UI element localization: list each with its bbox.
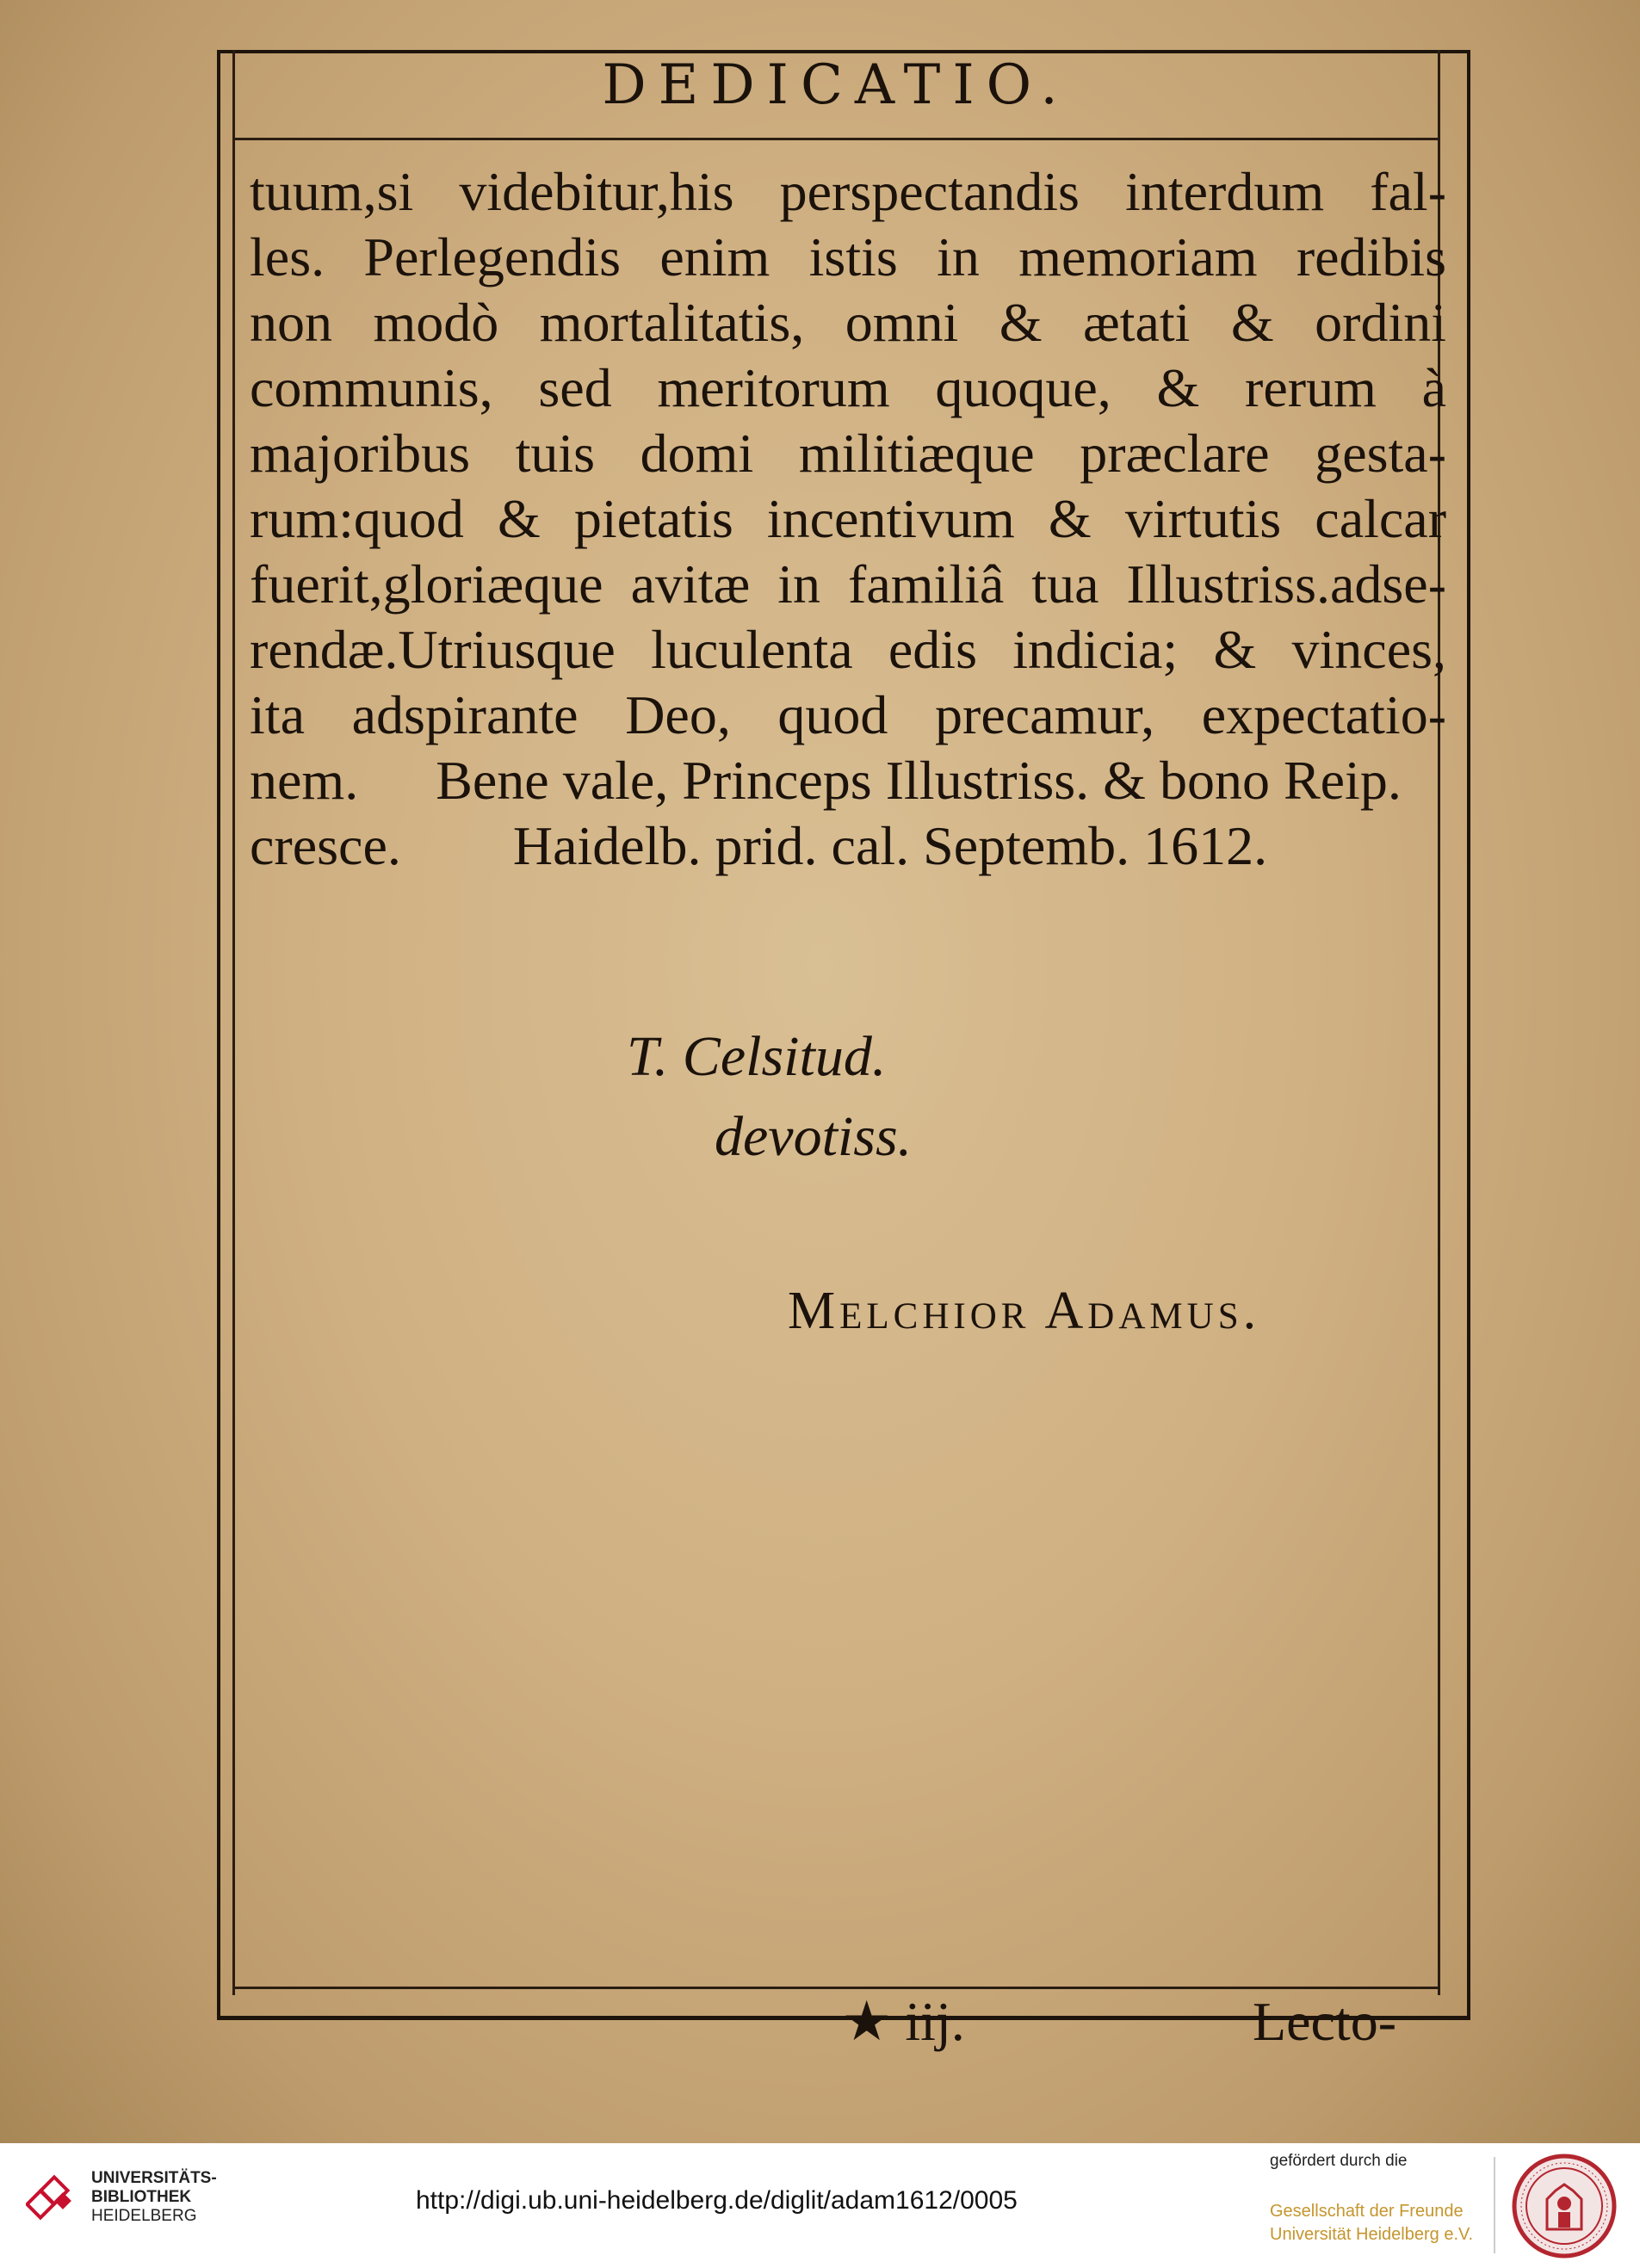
text-line: ita adspirante Deo, quod precamur, expectatio- [250, 684, 1446, 745]
library-name-line1: UNIVERSITÄTS- [91, 2169, 217, 2187]
text-line: rendæ.Utriusque luculenta edis indicia; & vinces, [250, 619, 1446, 680]
author-signature: Melchior Adamus. [788, 1282, 1261, 1340]
text-line-11 [250, 813, 1446, 879]
sponsor-label: gefördert durch die [1270, 2152, 1408, 2170]
university-seal-icon [1508, 2152, 1620, 2260]
text-line: rum:quod & pietatis incentivum & virtutis calcar [250, 488, 1446, 549]
text-line-11-end: Haidelb. prid. cal. Septemb. 1612. [512, 815, 1268, 876]
library-name-line2: BIBLIOTHEK [91, 2188, 192, 2206]
sponsor-name-line1: Gesellschaft der Freunde [1270, 2202, 1464, 2221]
closing-devotion: devotiss. [715, 1105, 913, 1168]
digitization-footer [0, 2143, 1640, 2268]
text-line: non modò mortalitatis, omni & ætati & ordini [250, 292, 1446, 353]
sponsor-name [1270, 2200, 1473, 2246]
permalink-url[interactable]: http://digi.ub.uni-heidelberg.de/diglit/adam1612/0005 [416, 2186, 1018, 2215]
library-name [91, 2169, 217, 2226]
text-line: tuum,si videbitur,his perspectandis interdum fal- [250, 161, 1446, 222]
footer-rule [232, 1987, 1439, 1989]
text-line: fuerit,gloriæque avitæ in familiâ tua Illustriss.adse- [250, 553, 1446, 615]
text-line: les. Perlegendis enim istis in memoriam redibis [250, 226, 1446, 287]
text-line: majoribus tuis domi militiæque præclare gesta- [250, 423, 1446, 484]
page-heading: DEDICATIO. [602, 53, 1070, 117]
text-line-10-end: Bene vale, Princeps Illustriss. & bono Reip. [436, 750, 1402, 811]
heading-rule [232, 138, 1439, 140]
library-name-line3: HEIDELBERG [91, 2207, 197, 2225]
catchword: Lecto- [1253, 1991, 1396, 2052]
sponsor-name-line2: Universität Heidelberg e.V. [1270, 2225, 1474, 2244]
closing-salutation: T. Celsitud. [627, 1025, 887, 1088]
signature-mark: ★ iij. [842, 1991, 965, 2052]
text-line-10-start: nem. [250, 750, 359, 811]
dedication-text [250, 159, 1455, 879]
text-line-10 [250, 748, 1446, 813]
text-line: communis, sed meritorum quoque, & rerum à [250, 357, 1446, 418]
text-line-11-start: cresce. [250, 815, 401, 876]
frame-inner-left [232, 50, 235, 1995]
footer-divider [1494, 2157, 1495, 2253]
university-library-logo-icon [26, 2169, 79, 2222]
